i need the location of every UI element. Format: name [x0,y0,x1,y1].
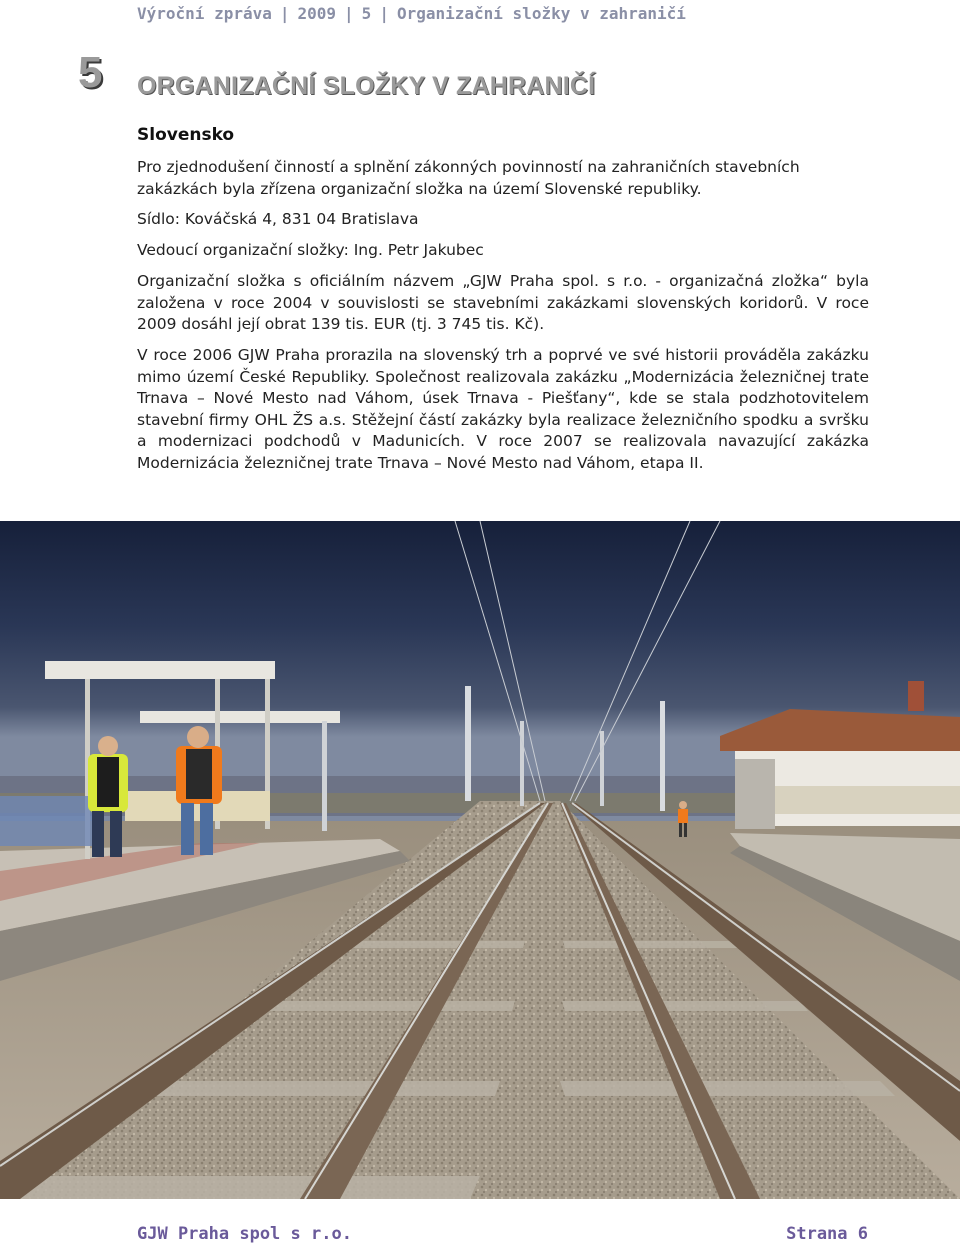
header-chapter-title: Organizační složky v zahraničí [396,4,686,23]
paragraph-official-name: Organizační složka s oficiálním názvem „GJW Praha spol. s r.o. - organizačná zložka“ byla založena v roce 2004 v souvislosti se stavebními zakázkami slovenských koridorů. V roce 2009 dosáhl její obrat 139 tis. EUR (tj. 3 745 tis. Kč). [137,272,869,333]
chapter-title: ORGANIZAČNÍ SLOŽKY V ZAHRANIČÍ [137,72,596,100]
header-report-title: Výroční zpráva [137,4,272,23]
paragraph-address: Sídlo: Kováčská 4, 831 04 Bratislava [137,210,419,228]
chapter-number: 5 [78,48,103,97]
footer-company: GJW Praha spol s r.o. [137,1224,352,1244]
header-separator: | [344,4,354,23]
railway-photo [0,521,960,1199]
section-heading: Slovensko [137,125,235,145]
running-header [137,4,686,23]
footer-page-number: Strana 6 [786,1224,868,1244]
header-separator: | [279,4,290,23]
header-year: 2009 [297,4,337,23]
paragraph-history: V roce 2006 GJW Praha prorazila na slovenský trh a poprvé ve své historii prováděla zakázku mimo území České Republiky. Společnost realizovala zakázku „Modernizácia železničnej trate Trnava – Nové Mesto nad Váhom, úsek Trnava - Piešťany“, kde se stala podzhotovitelem stavební firmy OHL ŽS a.s. Stěžejní částí zakázky byla realizace železničního spodku a svršku a modernizaci podchodů v Madunicích. V roce 2007 se realizovala navazující zakázka Modernizácia železničnej trate Trnava – Nové Mesto nad Váhom, etapa II. [137,346,869,472]
paragraph-manager: Vedoucí organizační složky: Ing. Petr Jakubec [137,241,484,259]
header-separator: | [379,4,389,23]
paragraph-intro: Pro zjednodušení činností a splnění zákonných povinností na zahraničních stavebních zakázkách byla zřízena organizační složka na území Slovenské republiky. [137,158,800,198]
header-chapter-number: 5 [361,4,372,23]
